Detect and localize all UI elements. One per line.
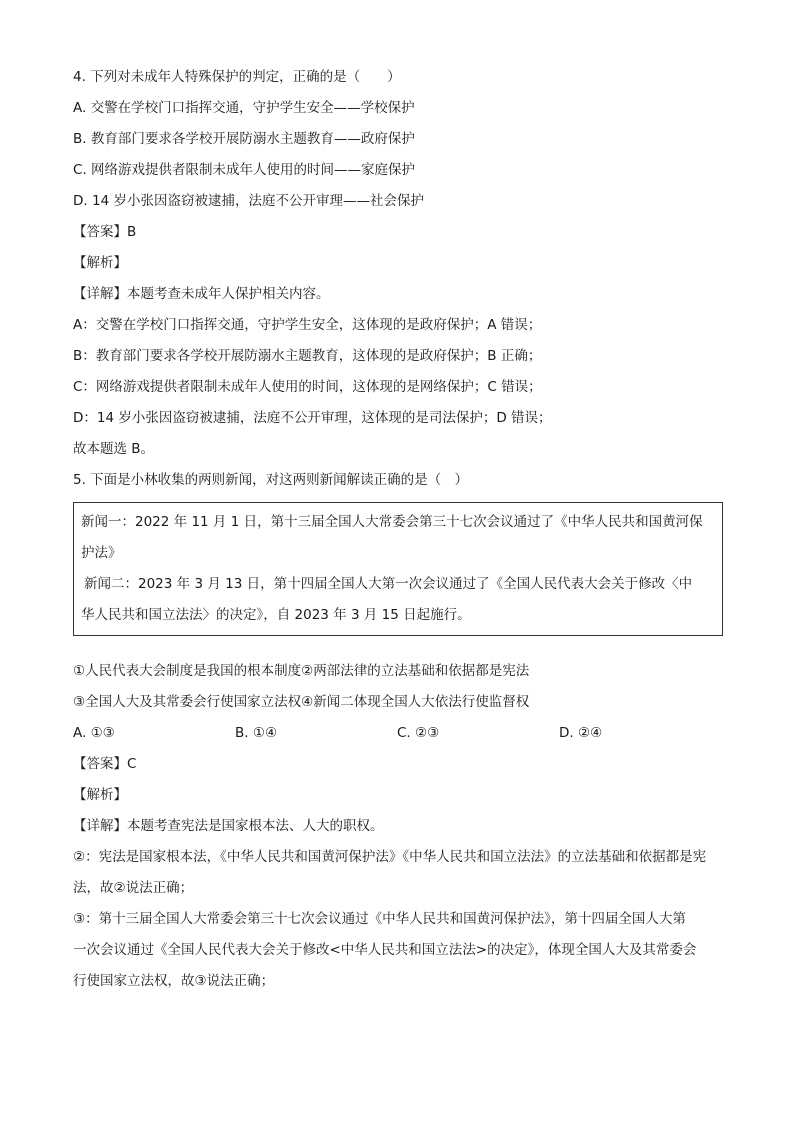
q4-option-a: A. 交警在学校门口指挥交通，守护学生安全——学校保护 xyxy=(73,100,415,116)
q5-news-line-2: 护法》 xyxy=(81,545,122,561)
q4-analysis-label: 【解析】 xyxy=(73,255,127,271)
q4-explanation-d: D：14 岁小张因盗窃被逮捕，法庭不公开审理，这体现的是司法保护；D 错误； xyxy=(73,410,552,426)
q5-choices xyxy=(73,718,723,749)
q5-choice-c: C. ②③ xyxy=(397,725,440,741)
q5-explanation-line-5: 行使国家立法权，故③说法正确； xyxy=(73,973,275,989)
q4-detail: 【详解】本题考查未成年人保护相关内容。 xyxy=(73,286,330,302)
q4-explanation-a: A：交警在学校门口指挥交通，守护学生安全，这体现的是政府保护；A 错误； xyxy=(73,317,542,333)
q4-conclusion: 故本题选 B。 xyxy=(73,441,155,457)
q5-choice-d: D. ②④ xyxy=(559,725,603,741)
q5-explanation-line-1: ②：宪法是国家根本法，《中华人民共和国黄河保护法》《中华人民共和国立法法》的立法基础和依据都是宪 xyxy=(73,849,707,865)
q5-stem: 5. 下面是小林收集的两则新闻，对这两则新闻解读正确的是（ ） xyxy=(73,472,469,488)
q5-statements-2: ③全国人大及其常委会行使国家立法权④新闻二体现全国人大依法行使监督权 xyxy=(73,694,530,710)
q5-choice-a: A. ①③ xyxy=(73,725,115,741)
q5-news-box xyxy=(73,502,723,636)
q4-explanation-b: B：教育部门要求各学校开展防溺水主题教育，这体现的是政府保护；B 正确； xyxy=(73,348,542,364)
q4-answer: 【答案】B xyxy=(73,224,137,240)
q5-explanation-line-4: 一次会议通过《全国人民代表大会关于修改<中华人民共和国立法法>的决定》，体现全国人大及其常委会 xyxy=(73,942,697,958)
q5-choice-b: B. ①④ xyxy=(235,725,278,741)
q5-news-line-3: 新闻二：2023 年 3 月 13 日，第十四届全国人大第一次会议通过了《全国人民代表大会关于修改〈中 xyxy=(84,576,693,592)
q5-statements-1: ①人民代表大会制度是我国的根本制度②两部法律的立法基础和依据都是宪法 xyxy=(73,663,530,679)
q5-news-line-4: 华人民共和国立法法〉的决定》，自 2023 年 3 月 15 日起施行。 xyxy=(81,607,471,623)
q5-detail: 【详解】本题考查宪法是国家根本法、人大的职权。 xyxy=(73,818,384,834)
q4-explanation-c: C：网络游戏提供者限制未成年人使用的时间，这体现的是网络保护；C 错误； xyxy=(73,379,542,395)
q5-explanation-line-3: ③：第十三届全国人大常委会第三十七次会议通过《中华人民共和国黄河保护法》，第十四届全国人大第 xyxy=(73,911,686,927)
q5-explanation-line-2: 法，故②说法正确； xyxy=(73,880,194,896)
document-page xyxy=(73,62,723,997)
q4-option-b: B. 教育部门要求各学校开展防溺水主题教育——政府保护 xyxy=(73,131,415,147)
q4-stem: 4. 下列对未成年人特殊保护的判定，正确的是（ ） xyxy=(73,69,401,85)
q5-news-line-1: 新闻一：2022 年 11 月 1 日，第十三届全国人大常委会第三十七次会议通过了《中华人民共和国黄河保 xyxy=(81,514,703,530)
q4-option-c: C. 网络游戏提供者限制未成年人使用的时间——家庭保护 xyxy=(73,162,416,178)
q4-option-d: D. 14 岁小张因盗窃被逮捕，法庭不公开审理——社会保护 xyxy=(73,193,424,209)
q5-answer: 【答案】C xyxy=(73,756,137,772)
q5-analysis-label: 【解析】 xyxy=(73,787,127,803)
